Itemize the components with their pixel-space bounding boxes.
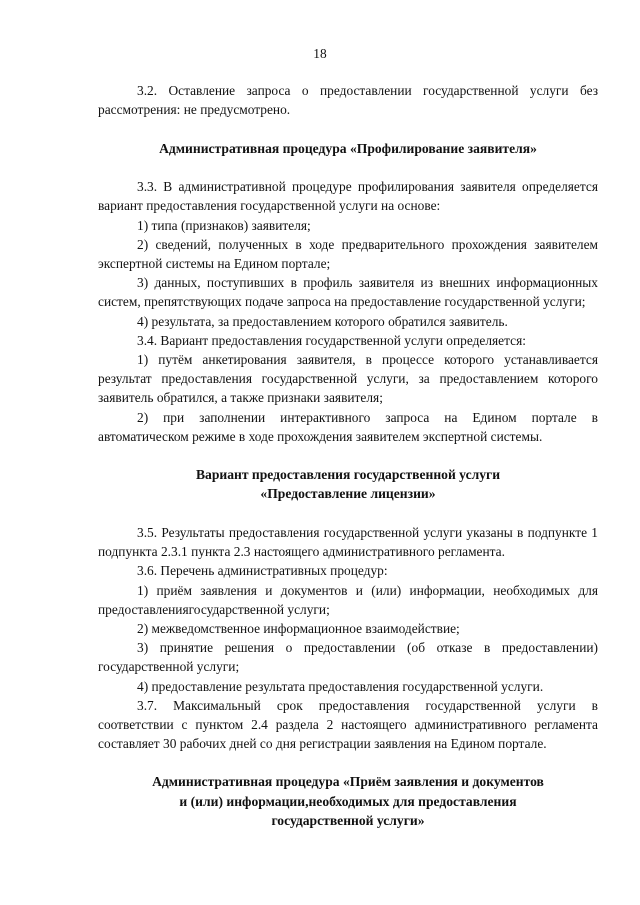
list-item: 4) предоставление результата предоставления государственной услуги. [137, 678, 544, 694]
list-item: 3) принятие решения о предоставлении (об отказе в предоставлении) государственной услуги; [98, 640, 598, 675]
heading-line: государственной услуги» [271, 813, 425, 829]
section-profiling [98, 177, 598, 446]
list-item: 1) путём анкетирования заявителя, в процессе которого устанавливается результат предоставления государственной услуги, за предоставлением которого заявитель обратился, а также признаки заявителя; [98, 351, 598, 406]
heading-line: и (или) информации,необходимых для предоставления [179, 793, 517, 809]
paragraph-3-5: 3.5. Результаты предоставления государственной услуги указаны в подпункте 1 подпункта 2.3.1 пункта 2.3 настоящего административного регламента. [98, 524, 598, 560]
page-number: 18 [313, 46, 327, 61]
list-item: 3) данных, поступивших в профиль заявителя из внешних информационных систем, препятствующих подаче запроса на предоставление государственной услуги; [98, 275, 598, 310]
heading-line: Вариант предоставления государственной услуги [195, 466, 501, 482]
list-item: 2) сведений, полученных в ходе предварительного прохождения заявителем экспертной системы на Едином портале; [98, 236, 598, 271]
list-item: 1) приём заявления и документов и (или) информации, необходимых для предоставлениягосударственной услуги; [98, 582, 598, 617]
heading-line: «Предоставление лицензии» [260, 486, 436, 502]
heading-application-procedure [98, 772, 598, 831]
paragraph-3-6: 3.6. Перечень административных процедур: [137, 563, 388, 579]
paragraph-3-2: 3.2. Оставление запроса о предоставлении государственной услуги без рассмотрения: не предусмотрено. [98, 83, 598, 118]
paragraph-3-4: 3.4. Вариант предоставления государственной услуги определяется: [137, 332, 526, 348]
paragraph-3-7: 3.7. Максимальный срок предоставления государственной услуги в соответствии с пунктом 2.4 раздела 2 настоящего административного регламента составляет 30 рабочих дней со дня регистрации заявления на Едином портале. [98, 697, 598, 752]
list-item: 4) результата, за предоставлением которого обратился заявитель. [137, 313, 508, 329]
heading-line: Административная процедура «Приём заявления и документов [152, 774, 544, 790]
list-item: 2) при заполнении интерактивного запроса на Едином портале в автоматическом режиме в ходе прохождения заявителем экспертной системы. [98, 409, 598, 444]
list-item: 1) типа (признаков) заявителя; [137, 217, 311, 233]
section-license [98, 523, 598, 753]
heading-line: Административная процедура «Профилирование заявителя» [159, 140, 537, 156]
heading-license-variant [98, 465, 598, 504]
heading-profiling-procedure [98, 139, 598, 159]
section-intro [98, 81, 598, 119]
list-item: 2) межведомственное информационное взаимодействие; [137, 620, 460, 636]
paragraph-3-3: 3.3. В административной процедуре профилирования заявителя определяется вариант предоставления государственной услуги на основе: [98, 179, 598, 214]
